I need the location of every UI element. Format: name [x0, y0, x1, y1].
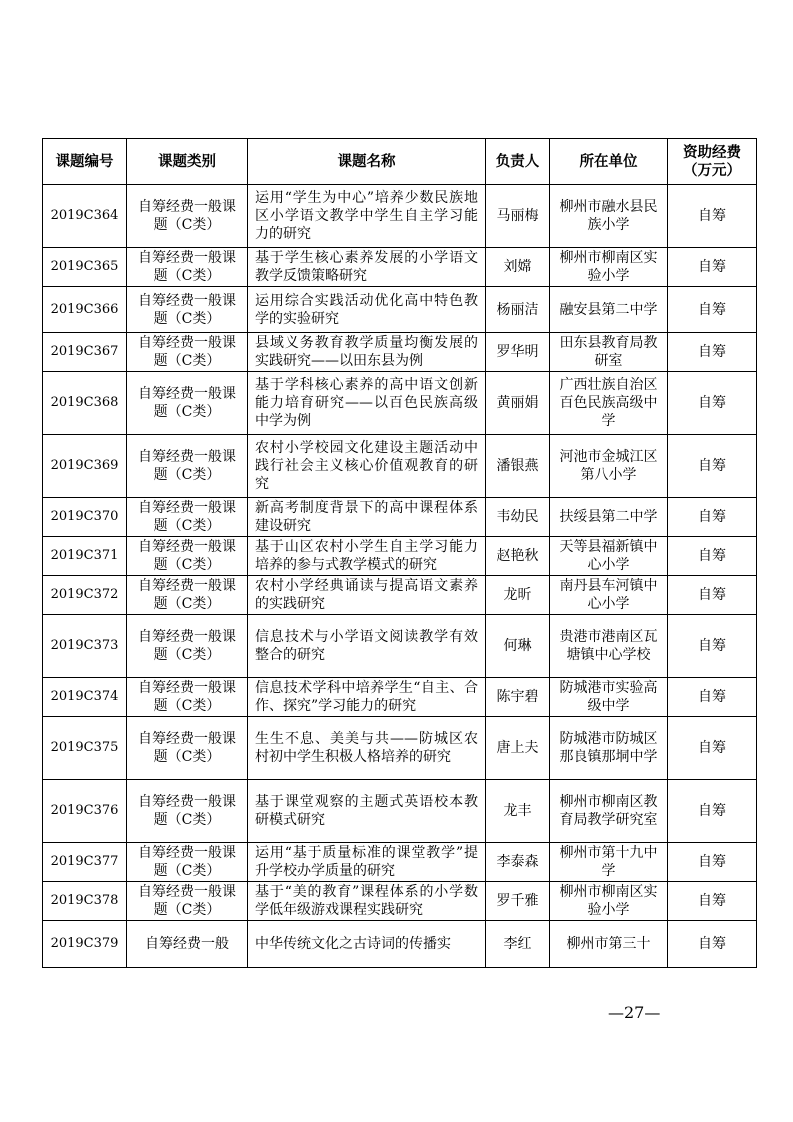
cell-leader: 李泰森 — [486, 843, 550, 882]
cell-name: 县域义务教育教学质量均衡发展的实践研究——以田东县为例 — [248, 333, 486, 372]
cell-code: 2019C369 — [43, 435, 127, 498]
cell-category: 自筹经费一般课题（C类） — [127, 843, 248, 882]
header-funding: 资助经费（万元） — [668, 139, 757, 185]
cell-leader: 马丽梅 — [486, 185, 550, 248]
cell-name: 生生不息、美美与共——防城区农村初中学生积极人格培养的研究 — [248, 717, 486, 780]
cell-leader: 潘银燕 — [486, 435, 550, 498]
cell-name: 信息技术与小学语文阅读教学有效整合的研究 — [248, 615, 486, 678]
cell-category: 自筹经费一般课题（C类） — [127, 882, 248, 921]
cell-name: 运用综合实践活动优化高中特色教学的实验研究 — [248, 287, 486, 333]
cell-unit: 柳州市融水县民族小学 — [550, 185, 668, 248]
cell-category: 自筹经费一般课题（C类） — [127, 287, 248, 333]
cell-funding: 自筹 — [668, 843, 757, 882]
cell-code: 2019C368 — [43, 372, 127, 435]
cell-category: 自筹经费一般 — [127, 921, 248, 968]
table-row — [43, 537, 757, 576]
cell-leader: 龙昕 — [486, 576, 550, 615]
cell-unit: 柳州市柳南区实验小学 — [550, 882, 668, 921]
cell-code: 2019C371 — [43, 537, 127, 576]
table-row — [43, 287, 757, 333]
cell-funding: 自筹 — [668, 372, 757, 435]
cell-category: 自筹经费一般课题（C类） — [127, 185, 248, 248]
cell-funding: 自筹 — [668, 498, 757, 537]
cell-category: 自筹经费一般课题（C类） — [127, 435, 248, 498]
cell-funding: 自筹 — [668, 678, 757, 717]
cell-code: 2019C377 — [43, 843, 127, 882]
cell-unit: 防城港市防城区那良镇那垌中学 — [550, 717, 668, 780]
table-row — [43, 921, 757, 968]
cell-code: 2019C373 — [43, 615, 127, 678]
table-row — [43, 576, 757, 615]
cell-category: 自筹经费一般课题（C类） — [127, 780, 248, 843]
cell-funding: 自筹 — [668, 333, 757, 372]
cell-name: 新高考制度背景下的高中课程体系建设研究 — [248, 498, 486, 537]
cell-code: 2019C379 — [43, 921, 127, 968]
cell-code: 2019C367 — [43, 333, 127, 372]
cell-name: 基于“美的教育”课程体系的小学数学低年级游戏课程实践研究 — [248, 882, 486, 921]
table-row — [43, 678, 757, 717]
cell-name: 中华传统文化之古诗词的传播实 — [248, 921, 486, 968]
cell-funding: 自筹 — [668, 882, 757, 921]
table-row — [43, 435, 757, 498]
cell-unit: 柳州市柳南区实验小学 — [550, 248, 668, 287]
cell-unit: 融安县第二中学 — [550, 287, 668, 333]
cell-leader: 韦幼民 — [486, 498, 550, 537]
cell-funding: 自筹 — [668, 576, 757, 615]
cell-leader: 黄丽娟 — [486, 372, 550, 435]
cell-funding: 自筹 — [668, 717, 757, 780]
project-table — [42, 138, 757, 968]
cell-unit: 柳州市柳南区教育局教学研究室 — [550, 780, 668, 843]
cell-unit: 柳州市第三十 — [550, 921, 668, 968]
header-name: 课题名称 — [248, 139, 486, 185]
table-row — [43, 248, 757, 287]
cell-leader: 杨丽洁 — [486, 287, 550, 333]
table-row — [43, 333, 757, 372]
cell-category: 自筹经费一般课题（C类） — [127, 717, 248, 780]
cell-leader: 罗华明 — [486, 333, 550, 372]
cell-category: 自筹经费一般课题（C类） — [127, 678, 248, 717]
cell-code: 2019C372 — [43, 576, 127, 615]
cell-category: 自筹经费一般课题（C类） — [127, 498, 248, 537]
cell-code: 2019C364 — [43, 185, 127, 248]
cell-name: 基于学生核心素养发展的小学语文教学反馈策略研究 — [248, 248, 486, 287]
header-category: 课题类别 — [127, 139, 248, 185]
cell-code: 2019C374 — [43, 678, 127, 717]
table-header-row — [43, 139, 757, 185]
cell-funding: 自筹 — [668, 287, 757, 333]
cell-name: 运用“学生为中心”培养少数民族地区小学语文教学中学生自主学习能力的研究 — [248, 185, 486, 248]
page-number: —27— — [608, 1003, 661, 1022]
table-row — [43, 615, 757, 678]
table-row — [43, 717, 757, 780]
cell-code: 2019C376 — [43, 780, 127, 843]
cell-unit: 广西壮族自治区百色民族高级中学 — [550, 372, 668, 435]
cell-code: 2019C366 — [43, 287, 127, 333]
cell-unit: 扶绥县第二中学 — [550, 498, 668, 537]
cell-name: 运用“基于质量标准的课堂教学”提升学校办学质量的研究 — [248, 843, 486, 882]
cell-unit: 柳州市第十九中学 — [550, 843, 668, 882]
cell-funding: 自筹 — [668, 435, 757, 498]
cell-funding: 自筹 — [668, 537, 757, 576]
table-row — [43, 780, 757, 843]
cell-code: 2019C375 — [43, 717, 127, 780]
cell-category: 自筹经费一般课题（C类） — [127, 576, 248, 615]
table-row — [43, 843, 757, 882]
cell-name: 农村小学经典诵读与提高语文素养的实践研究 — [248, 576, 486, 615]
cell-name: 基于学科核心素养的高中语文创新能力培育研究——以百色民族高级中学为例 — [248, 372, 486, 435]
cell-name: 基于课堂观察的主题式英语校本教研模式研究 — [248, 780, 486, 843]
table-row — [43, 498, 757, 537]
cell-code: 2019C365 — [43, 248, 127, 287]
cell-leader: 唐上夫 — [486, 717, 550, 780]
cell-unit: 防城港市实验高级中学 — [550, 678, 668, 717]
cell-category: 自筹经费一般课题（C类） — [127, 615, 248, 678]
cell-code: 2019C378 — [43, 882, 127, 921]
cell-funding: 自筹 — [668, 185, 757, 248]
cell-leader: 龙丰 — [486, 780, 550, 843]
cell-funding: 自筹 — [668, 921, 757, 968]
table-row — [43, 372, 757, 435]
cell-unit: 田东县教育局教研室 — [550, 333, 668, 372]
header-code: 课题编号 — [43, 139, 127, 185]
cell-name: 农村小学校园文化建设主题活动中践行社会主义核心价值观教育的研究 — [248, 435, 486, 498]
cell-category: 自筹经费一般课题（C类） — [127, 372, 248, 435]
table-row — [43, 185, 757, 248]
cell-leader: 刘嫦 — [486, 248, 550, 287]
cell-category: 自筹经费一般课题（C类） — [127, 248, 248, 287]
cell-unit: 天等县福新镇中心小学 — [550, 537, 668, 576]
cell-leader: 赵艳秋 — [486, 537, 550, 576]
cell-unit: 南丹县车河镇中心小学 — [550, 576, 668, 615]
cell-category: 自筹经费一般课题（C类） — [127, 537, 248, 576]
cell-code: 2019C370 — [43, 498, 127, 537]
cell-unit: 贵港市港南区瓦塘镇中心学校 — [550, 615, 668, 678]
header-unit: 所在单位 — [550, 139, 668, 185]
cell-funding: 自筹 — [668, 780, 757, 843]
cell-category: 自筹经费一般课题（C类） — [127, 333, 248, 372]
cell-leader: 陈宇碧 — [486, 678, 550, 717]
cell-name: 基于山区农村小学生自主学习能力培养的参与式教学模式的研究 — [248, 537, 486, 576]
cell-leader: 何琳 — [486, 615, 550, 678]
cell-unit: 河池市金城江区第八小学 — [550, 435, 668, 498]
cell-leader: 李红 — [486, 921, 550, 968]
cell-leader: 罗千雅 — [486, 882, 550, 921]
cell-funding: 自筹 — [668, 248, 757, 287]
table-row — [43, 882, 757, 921]
cell-name: 信息技术学科中培养学生“自主、合作、探究”学习能力的研究 — [248, 678, 486, 717]
cell-funding: 自筹 — [668, 615, 757, 678]
header-leader: 负责人 — [486, 139, 550, 185]
